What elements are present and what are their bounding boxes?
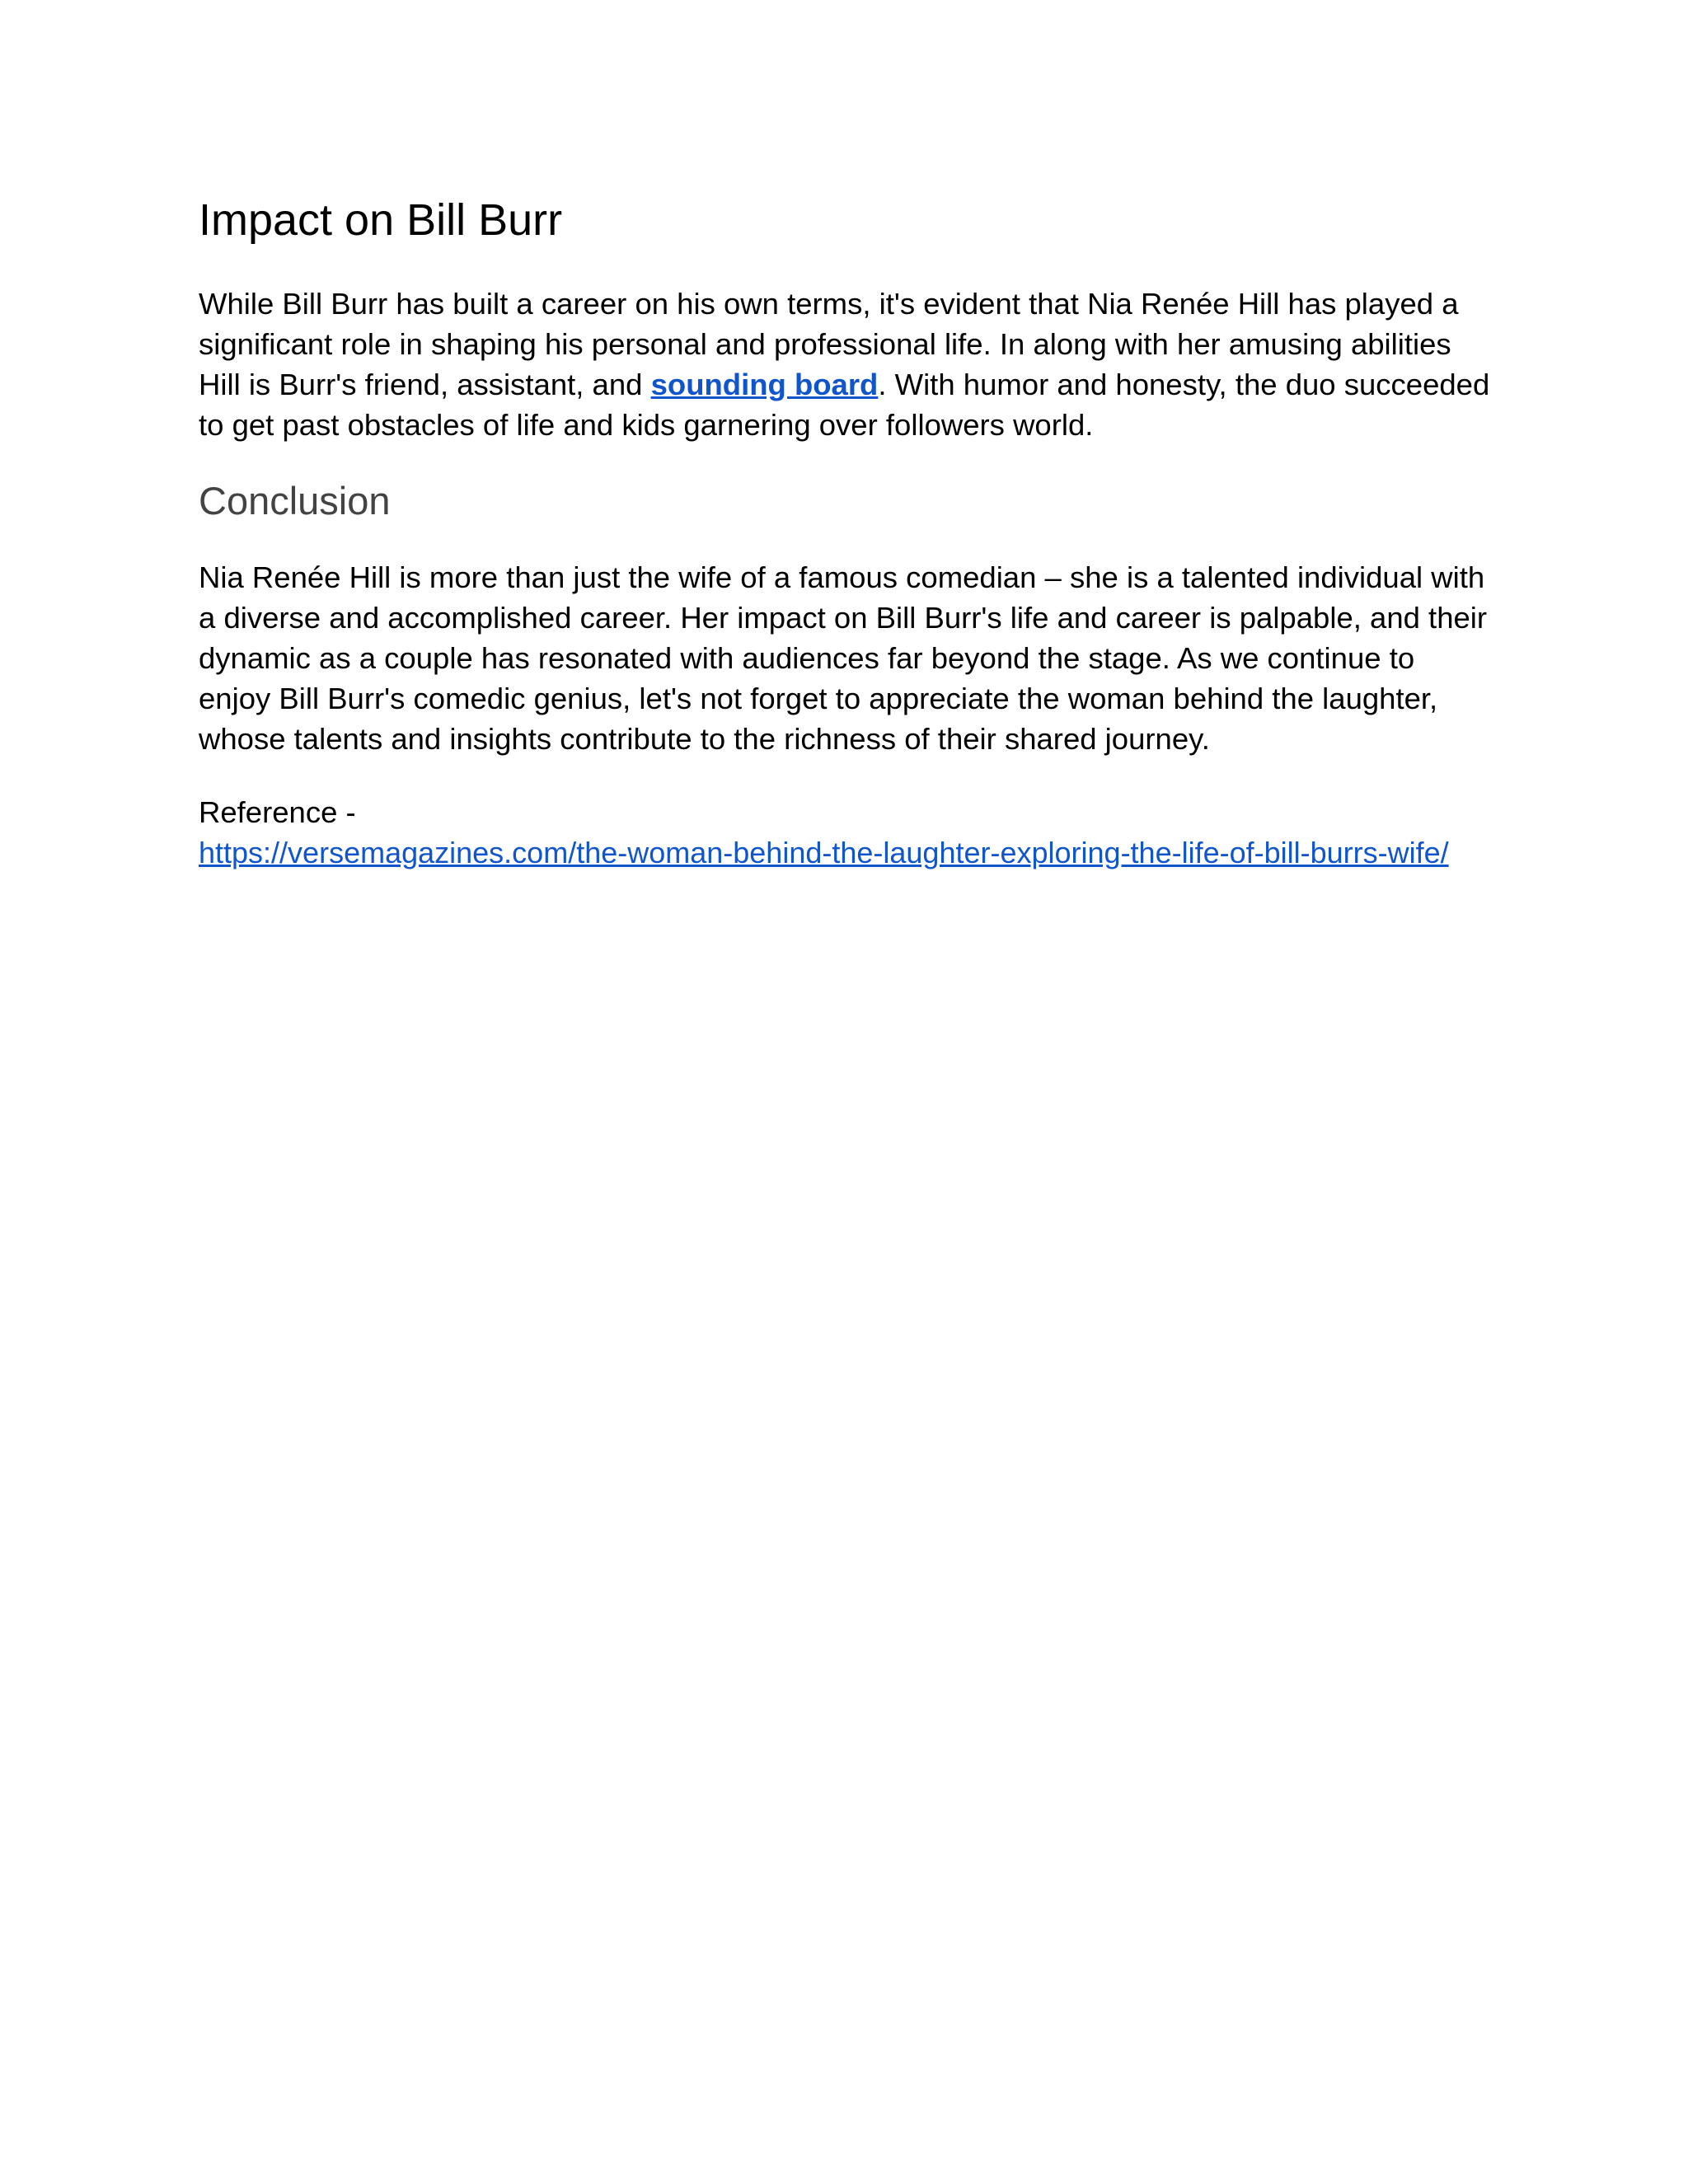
section-heading-conclusion: Conclusion (199, 478, 391, 523)
document-page (199, 194, 1493, 873)
impact-paragraph (199, 284, 1493, 445)
reference-block (199, 792, 1493, 873)
sounding-board-link[interactable]: sounding board (650, 367, 879, 401)
impact-paragraph-text-end: . With humor and honesty, the duo succeeded to get past obstacles of life and kids garnering over followers world. (199, 367, 1490, 442)
reference-label: Reference - (199, 795, 356, 830)
impact-paragraph-text-start: While Bill Burr has built a career on his own terms, it's evident that Nia Renée Hill has played a significant role in shaping his personal and professional life. In along with her amusing abilities Hill is Burr's friend, assistant, and (199, 286, 1459, 401)
section-heading-impact: Impact on Bill Burr (199, 195, 563, 245)
reference-url-link[interactable]: https://versemagazines.com/the-woman-behind-the-laughter-exploring-the-life-of-bill-burrs-wife/ (199, 836, 1449, 870)
conclusion-paragraph: Nia Renée Hill is more than just the wife of a famous comedian – she is a talented individual with a diverse and accomplished career. Her impact on Bill Burr's life and career is palpable, and their dynamic as a couple has resonated with audiences far beyond the stage. As we continue to enjoy Bill Burr's comedic genius, let's not forget to appreciate the woman behind the laughter, whose talents and insights contribute to the richness of their shared journey. (199, 560, 1488, 757)
